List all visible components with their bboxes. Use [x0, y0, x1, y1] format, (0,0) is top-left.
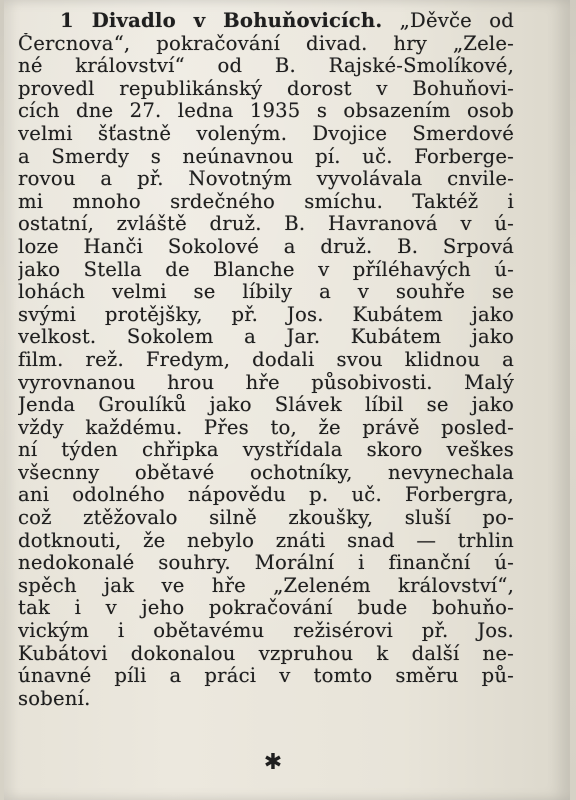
asterisk-ornament-icon: ✱	[263, 750, 283, 775]
article-line-5: cích dne 27. ledna 1935 s obsazením osob	[18, 100, 514, 123]
article-line-24: dotknouti, že nebylo znáti snad — trhlin	[18, 529, 514, 552]
article-line-3: né království“ od B. Rajské-Smolíkové,	[18, 55, 514, 78]
article-line-20: ní týden chřipka vystřídala skoro veškes	[18, 439, 514, 462]
article-line-1-rest: „Děvče od	[382, 10, 514, 32]
article-line-26: spěch jak ve hře „Zeleném království“,	[18, 574, 514, 597]
article-line-11: loze Hanči Sokolové a druž. B. Srpová	[18, 235, 514, 258]
article-line-6: velmi šťastně voleným. Dvojice Smerdové	[18, 122, 514, 145]
article-line-18: Jenda Groulíků jako Slávek líbil se jako	[18, 394, 514, 417]
article-line-1	[18, 10, 514, 33]
article-line-13: lohách velmi se líbily a v souhře se	[18, 281, 514, 304]
article-line-23: což ztěžovalo silně zkoušky, sluší po-	[18, 507, 514, 530]
article-line-15: velkost. Sokolem a Jar. Kubátem jako	[18, 326, 514, 349]
article-line-17: vyrovnanou hrou hře působivosti. Malý	[18, 371, 514, 394]
article-line-31: sobení.	[18, 687, 91, 710]
article-line-21: všecnny obětavé ochotníky, nevynechala	[18, 461, 514, 484]
article-line-19: vždy každému. Přes to, že právě posled-	[18, 416, 514, 439]
article-line-30: únavné píli a práci v tomto směru pů-	[18, 665, 514, 688]
article-line-28: vickým i obětavému režisérovi př. Jos.	[18, 620, 514, 643]
article-line-7: a Smerdy s neúnavnou pí. uč. Forberge-	[18, 145, 514, 168]
article-line-29: Kubátovi dokonalou vzpruhou k další ne-	[18, 642, 514, 665]
article-line-16: film. rež. Fredym, dodali svou klidnou a	[18, 348, 514, 371]
newspaper-clipping	[4, 0, 570, 800]
article-line-9: mi mnoho srdečného smíchu. Taktéž i	[18, 190, 514, 213]
article-line-2: Čercnova“, pokračování divad. hry „Zele-	[18, 32, 514, 55]
article-line-25: nedokonalé souhry. Morální i finanční ú-	[18, 552, 514, 575]
article-line-10: ostatní, zvláště druž. B. Havranová v ú-	[18, 213, 514, 236]
article-line-22: ani odolného nápovědu p. uč. Forbergra,	[18, 484, 514, 507]
article-headline: 1 Divadlo v Bohuňovicích.	[60, 10, 383, 32]
article-line-8: rovou a př. Novotným vyvolávala cnvile-	[18, 168, 514, 191]
article-line-4: provedl republikánský dorost v Bohuňovi-	[18, 77, 514, 100]
article-text	[18, 10, 514, 710]
article-line-27: tak i v jeho pokračování bude bohuňo-	[18, 597, 514, 620]
article-line-14: svými protějšky, př. Jos. Kubátem jako	[18, 303, 514, 326]
article-line-12: jako Stella de Blanche v příléhavých ú-	[18, 258, 514, 281]
